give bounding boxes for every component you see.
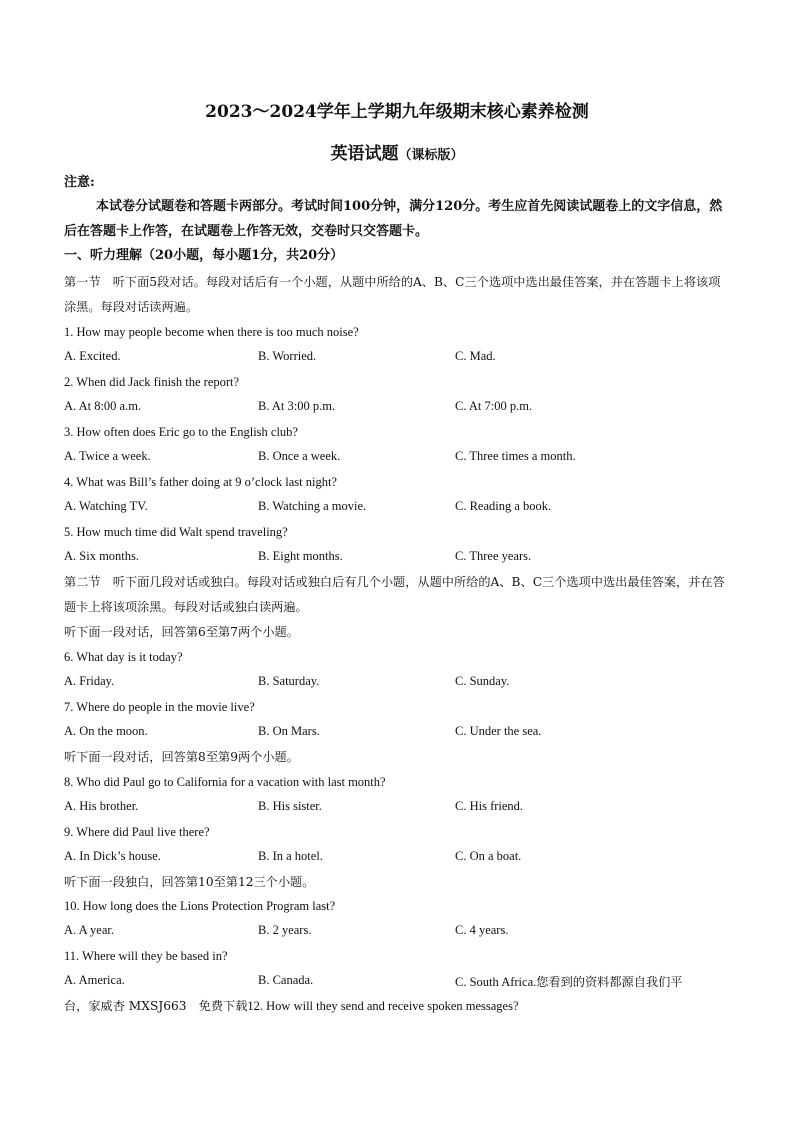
question-11: 11. Where will they be based in?	[64, 949, 228, 963]
q6-option-c: C. Sunday.	[455, 674, 510, 688]
q6-option-a: A. Friday.	[64, 674, 115, 688]
question-5: 5. How much time did Walt spend traveling?	[64, 525, 288, 539]
question-2: 2. When did Jack finish the report?	[64, 375, 240, 389]
q8-option-b: B. His sister.	[258, 799, 322, 813]
watermark-text: 您看到的资料都源自我们平	[536, 975, 683, 989]
q4-option-c: C. Reading a book.	[455, 499, 552, 513]
q9-option-c: C. On a boat.	[455, 849, 522, 863]
q10-option-a: A. A year.	[64, 923, 114, 937]
q1-option-c: C. Mad.	[455, 349, 496, 363]
question-4: 4. What was Bill’s father doing at 9 o’clock last night?	[64, 475, 337, 489]
q4-option-b: B. Watching a movie.	[258, 499, 367, 513]
q11-option-a: A. America.	[64, 973, 125, 987]
q9-option-a: A. In Dick’s house.	[64, 849, 161, 863]
question-1: 1. How may people become when there is too much noise?	[64, 325, 359, 339]
watermark-text-cont: 台，家威杏 MXSJ663 免费下载	[64, 999, 248, 1013]
question-7: 7. Where do people in the movie live?	[64, 700, 255, 714]
question-3: 3. How often does Eric go to the English club?	[64, 425, 298, 439]
q10-option-b: B. 2 years.	[258, 923, 312, 937]
q11-option-b: B. Canada.	[258, 973, 314, 987]
q11-option-c	[455, 973, 683, 990]
watermark-wrap-line	[64, 998, 732, 1014]
exam-title: 2023～2024学年上学期九年级期末核心素养检测	[205, 102, 589, 122]
instruction-8-9: 听下面一段对话，回答第8至第9两个小题。	[64, 750, 299, 764]
q7-option-a: A. On the moon.	[64, 724, 148, 738]
q7-option-b: B. On Mars.	[258, 724, 320, 738]
question-8: 8. Who did Paul go to California for a vacation with last month?	[64, 775, 386, 789]
q6-option-b: B. Saturday.	[258, 674, 320, 688]
q3-option-b: B. Once a week.	[258, 449, 341, 463]
notice-label: 注意:	[64, 175, 95, 190]
q7-option-c: C. Under the sea.	[455, 724, 542, 738]
subtitle-main: 英语试题	[330, 144, 399, 164]
q2-option-a: A. At 8:00 a.m.	[64, 399, 142, 413]
question-9: 9. Where did Paul live there?	[64, 825, 210, 839]
exam-subtitle	[0, 139, 794, 164]
q4-option-a: A. Watching TV.	[64, 499, 148, 513]
q9-option-b: B. In a hotel.	[258, 849, 323, 863]
question-10: 10. How long does the Lions Protection Program last?	[64, 899, 336, 913]
q1-option-a: A. Excited.	[64, 349, 121, 363]
q2-option-c: C. At 7:00 p.m.	[455, 399, 533, 413]
instruction-10-12: 听下面一段独白，回答第10至第12三个小题。	[64, 875, 315, 889]
q11-option-c-text: C. South Africa.	[455, 975, 537, 989]
q5-option-c: C. Three years.	[455, 549, 532, 563]
q8-option-c: C. His friend.	[455, 799, 524, 813]
q5-option-b: B. Eight months.	[258, 549, 343, 563]
part1-heading: 一、听力理解（20小题，每小题1分，共20分）	[64, 248, 344, 263]
q3-option-a: A. Twice a week.	[64, 449, 151, 463]
q2-option-b: B. At 3:00 p.m.	[258, 399, 336, 413]
q3-option-c: C. Three times a month.	[455, 449, 576, 463]
question-12: 12. How will they send and receive spoken messages?	[247, 999, 519, 1013]
q10-option-c: C. 4 years.	[455, 923, 509, 937]
question-6: 6. What day is it today?	[64, 650, 183, 664]
q5-option-a: A. Six months.	[64, 549, 140, 563]
q1-option-b: B. Worried.	[258, 349, 317, 363]
instruction-6-7: 听下面一段对话，回答第6至第7两个小题。	[64, 625, 299, 639]
section2-intro: 第二节 听下面几段对话或独白。每段对话或独白后有几个小题，从题中所给的A、B、C三个选项中选出最佳答案，并在答题卡上将该项涂黑。每段对话或独白读两遍。	[64, 575, 725, 614]
q8-option-a: A. His brother.	[64, 799, 139, 813]
subtitle-note: （课标版）	[398, 148, 464, 163]
notice-text: 本试卷分试题卷和答题卡两部分。考试时间100分钟，满分120分。考生应首先阅读试题卷上的文字信息，然后在答题卡上作答，在试题卷上作答无效，交卷时只交答题卡。	[64, 199, 723, 239]
section1-intro: 第一节 听下面5段对话。每段对话后有一个小题，从题中所给的A、B、C三个选项中选出最佳答案，并在答题卡上将该项涂黑。每段对话读两遍。	[64, 275, 721, 314]
